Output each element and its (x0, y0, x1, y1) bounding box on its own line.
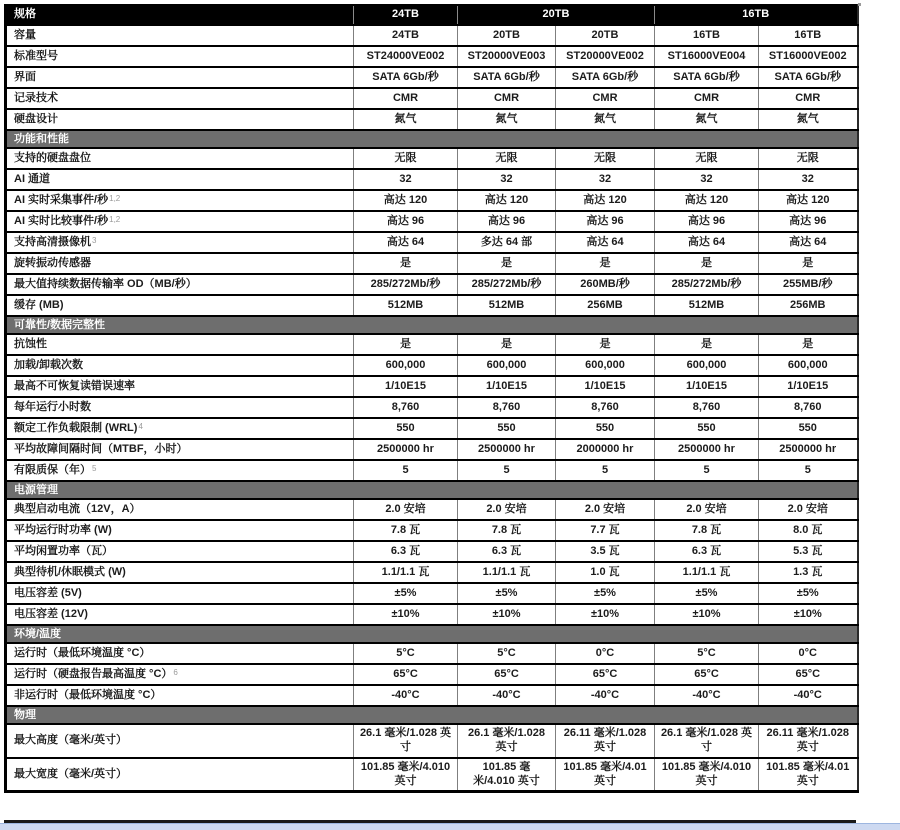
spec-row (6, 460, 858, 481)
spec-cell: 5°C (655, 643, 759, 664)
spec-cell: 32 (759, 169, 858, 190)
spec-row-label: 每年运行小时数 (6, 397, 354, 418)
spec-row (6, 397, 858, 418)
spec-row (6, 211, 858, 232)
spec-cell: 高达 120 (556, 190, 655, 211)
spec-cell: 8,760 (655, 397, 759, 418)
spec-cell: 600,000 (354, 355, 458, 376)
section-header: 环境/温度 (6, 625, 858, 643)
column-header-16tb: 16TB (655, 5, 858, 25)
spec-row (6, 604, 858, 625)
spec-row (6, 664, 858, 685)
spec-row (6, 376, 858, 397)
spec-row-label: 记录技术 (6, 88, 354, 109)
spec-cell: ±10% (458, 604, 556, 625)
spec-cell: 1.1/1.1 瓦 (458, 562, 556, 583)
spec-row-label: AI 通道 (6, 169, 354, 190)
spec-cell: 2.0 安培 (759, 499, 858, 520)
spec-cell: 7.7 瓦 (556, 520, 655, 541)
spec-cell: SATA 6Gb/秒 (556, 67, 655, 88)
spec-row-label: 最大宽度（毫米/英寸） (6, 758, 354, 792)
spec-cell: 是 (354, 334, 458, 355)
spec-cell: 5 (354, 460, 458, 481)
section-header: 功能和性能 (6, 130, 858, 148)
spec-cell: 3.5 瓦 (556, 541, 655, 562)
section-header-row (6, 481, 858, 499)
spec-cell: ST16000VE004 (655, 46, 759, 67)
spec-cell: 2.0 安培 (655, 499, 759, 520)
spec-cell: CMR (655, 88, 759, 109)
spec-cell: 1.1/1.1 瓦 (655, 562, 759, 583)
spec-cell: 是 (759, 334, 858, 355)
spec-cell: 1.0 瓦 (556, 562, 655, 583)
spec-row (6, 418, 858, 439)
spec-cell: 6.3 瓦 (354, 541, 458, 562)
spec-row-label: 典型待机/休眠模式 (W) (6, 562, 354, 583)
spec-row (6, 758, 858, 792)
spec-row (6, 274, 858, 295)
spec-cell: 101.85 毫米/4.01 英寸 (759, 758, 858, 792)
spec-cell: 2000000 hr (556, 439, 655, 460)
spec-cell: 256MB (556, 295, 655, 316)
spec-cell: 550 (458, 418, 556, 439)
spec-cell: 5°C (354, 643, 458, 664)
section-header-row (6, 316, 858, 334)
spec-cell: 6.3 瓦 (655, 541, 759, 562)
spec-row (6, 541, 858, 562)
spec-cell: 是 (655, 253, 759, 274)
spec-cell: 65°C (655, 664, 759, 685)
spec-cell: 26.11 毫米/1.028 英寸 (759, 724, 858, 758)
spec-cell: 是 (458, 334, 556, 355)
footnote-ref: 1,2 (109, 193, 121, 203)
spec-row-label: 平均闲置功率（瓦） (6, 541, 354, 562)
spec-row-label: 抗蚀性 (6, 334, 354, 355)
spec-cell: 5 (458, 460, 556, 481)
spec-row (6, 334, 858, 355)
spec-row-label: 最高不可恢复读错误速率 (6, 376, 354, 397)
spec-cell: 65°C (556, 664, 655, 685)
spec-cell: 65°C (458, 664, 556, 685)
spec-cell: 高达 96 (556, 211, 655, 232)
spec-row-label: AI 实时采集事件/秒$^{1,2}$ (6, 190, 354, 211)
column-header-24tb: 24TB (354, 5, 458, 25)
spec-sheet (4, 4, 856, 793)
spec-cell: -40°C (759, 685, 858, 706)
spec-row (6, 439, 858, 460)
spec-cell: 5.3 瓦 (759, 541, 858, 562)
spec-cell: CMR (458, 88, 556, 109)
spec-cell: SATA 6Gb/秒 (354, 67, 458, 88)
spec-row (6, 253, 858, 274)
spec-cell: CMR (556, 88, 655, 109)
spec-row-label: 典型启动电流（12V，A） (6, 499, 354, 520)
spec-cell: CMR (759, 88, 858, 109)
spec-cell: 5 (759, 460, 858, 481)
footnote-ref: 6 (173, 668, 178, 677)
selection-highlight-band (0, 823, 900, 830)
spec-row-label: 平均运行时功率 (W) (6, 520, 354, 541)
footnote-ref: 5 (92, 463, 97, 473)
section-header: 物理 (6, 706, 858, 724)
spec-cell: 26.1 毫米/1.028 英寸 (354, 724, 458, 758)
spec-cell: 高达 64 (354, 232, 458, 253)
spec-cell: 24TB (354, 25, 458, 46)
spec-cell: ST20000VE003 (458, 46, 556, 67)
spec-cell: ±5% (655, 583, 759, 604)
spec-cell: 1/10E15 (354, 376, 458, 397)
spec-row-label: 额定工作负载限制 (WRL)$^4$ (6, 418, 354, 439)
spec-cell: 2.0 安培 (556, 499, 655, 520)
footnote-ref: 1,2 (109, 214, 121, 224)
spec-cell: 无限 (759, 148, 858, 169)
spec-cell: 550 (655, 418, 759, 439)
spec-cell: 256MB (759, 295, 858, 316)
spec-row (6, 724, 858, 758)
spec-cell: 550 (556, 418, 655, 439)
spec-cell: 氮气 (556, 109, 655, 130)
spec-cell: 600,000 (458, 355, 556, 376)
spec-cell: 无限 (354, 148, 458, 169)
spec-row (6, 685, 858, 706)
spec-cell: 高达 64 (556, 232, 655, 253)
spec-row-label: 平均故障间隔时间（MTBF，小时） (6, 439, 354, 460)
spec-row-label: 旋转振动传感器 (6, 253, 354, 274)
header-spec-label: 规格 (6, 5, 354, 25)
spec-cell: 101.85 毫米/4.01 英寸 (556, 758, 655, 792)
spec-cell: 20TB (556, 25, 655, 46)
spec-row (6, 232, 858, 253)
spec-row (6, 25, 858, 46)
spec-cell: 512MB (354, 295, 458, 316)
spec-cell: 20TB (458, 25, 556, 46)
spec-cell: 101.85 毫米/4.010 英寸 (655, 758, 759, 792)
spec-cell: 512MB (655, 295, 759, 316)
spec-row-label: AI 实时比较事件/秒$^{1,2}$ (6, 211, 354, 232)
spec-row (6, 295, 858, 316)
spec-cell: 是 (556, 334, 655, 355)
spec-cell: 101.85 毫米/4.010 英寸 (354, 758, 458, 792)
spec-cell: ±10% (759, 604, 858, 625)
spec-cell: 65°C (759, 664, 858, 685)
spec-cell: -40°C (458, 685, 556, 706)
spec-cell: 高达 64 (655, 232, 759, 253)
spec-cell: 7.8 瓦 (458, 520, 556, 541)
spec-cell: 无限 (556, 148, 655, 169)
spec-row (6, 643, 858, 664)
spec-cell: SATA 6Gb/秒 (759, 67, 858, 88)
spec-row (6, 148, 858, 169)
spec-cell: 高达 96 (655, 211, 759, 232)
spec-row-label: 支持高清摄像机$^3$ (6, 232, 354, 253)
spec-row-label: 容量 (6, 25, 354, 46)
spec-row-label: 有限质保（年）$^5$ (6, 460, 354, 481)
table-header-row (6, 5, 858, 25)
spec-row (6, 88, 858, 109)
spec-cell: 是 (354, 253, 458, 274)
spec-cell: 101.85 毫米/4.010 英寸 (458, 758, 556, 792)
spec-cell: ±5% (759, 583, 858, 604)
spec-cell: 氮气 (354, 109, 458, 130)
spec-cell: 32 (354, 169, 458, 190)
spec-cell: 是 (458, 253, 556, 274)
spec-cell: 65°C (354, 664, 458, 685)
spec-cell: 0°C (759, 643, 858, 664)
spec-row (6, 520, 858, 541)
spec-row-label: 标准型号 (6, 46, 354, 67)
spec-cell: 2.0 安培 (458, 499, 556, 520)
spec-cell: 高达 120 (655, 190, 759, 211)
section-header-row (6, 625, 858, 643)
spec-cell: 5°C (458, 643, 556, 664)
spec-cell: 32 (458, 169, 556, 190)
spec-cell: 是 (556, 253, 655, 274)
spec-cell: ST16000VE002 (759, 46, 858, 67)
spec-row (6, 583, 858, 604)
spec-row-label: 支持的硬盘盘位 (6, 148, 354, 169)
spec-cell: -40°C (655, 685, 759, 706)
column-header-20tb: 20TB (458, 5, 655, 25)
spec-row-label: 最大高度（毫米/英寸） (6, 724, 354, 758)
spec-cell: 2500000 hr (354, 439, 458, 460)
spec-row (6, 499, 858, 520)
spec-row (6, 355, 858, 376)
spec-cell: 16TB (759, 25, 858, 46)
page-margin-tick (858, 3, 861, 6)
spec-cell: 26.1 毫米/1.028 英寸 (458, 724, 556, 758)
spec-row-label: 运行时（最低环境温度 °C） (6, 643, 354, 664)
spec-row-label: 最大值持续数据传输率 OD（MB/秒） (6, 274, 354, 295)
spec-cell: SATA 6Gb/秒 (655, 67, 759, 88)
spec-cell: SATA 6Gb/秒 (458, 67, 556, 88)
spec-cell: 2500000 hr (458, 439, 556, 460)
section-header: 电源管理 (6, 481, 858, 499)
spec-cell: 高达 96 (354, 211, 458, 232)
spec-cell: 260MB/秒 (556, 274, 655, 295)
spec-cell: 1/10E15 (759, 376, 858, 397)
spec-row-label: 非运行时（最低环境温度 °C） (6, 685, 354, 706)
spec-cell: 氮气 (458, 109, 556, 130)
spec-row-label: 界面 (6, 67, 354, 88)
spec-cell: 1/10E15 (556, 376, 655, 397)
spec-cell: 8,760 (354, 397, 458, 418)
spec-cell: 6.3 瓦 (458, 541, 556, 562)
footnote-ref: 4 (138, 421, 143, 431)
spec-cell: 2500000 hr (655, 439, 759, 460)
spec-cell: 多达 64 部 (458, 232, 556, 253)
section-header: 可靠性/数据完整性 (6, 316, 858, 334)
spec-row-label: 硬盘设计 (6, 109, 354, 130)
spec-cell: 1/10E15 (655, 376, 759, 397)
spec-row (6, 46, 858, 67)
spec-cell: 无限 (458, 148, 556, 169)
spec-row-label: 电压容差 (5V) (6, 583, 354, 604)
spec-cell: 高达 96 (458, 211, 556, 232)
spec-cell: 8,760 (556, 397, 655, 418)
spec-cell: 512MB (458, 295, 556, 316)
spec-cell: ST20000VE002 (556, 46, 655, 67)
spec-cell: 8.0 瓦 (759, 520, 858, 541)
spec-cell: 255MB/秒 (759, 274, 858, 295)
spec-cell: 550 (759, 418, 858, 439)
spec-cell: 高达 96 (759, 211, 858, 232)
spec-cell: 0°C (556, 643, 655, 664)
spec-cell: 是 (759, 253, 858, 274)
spec-cell: ±5% (556, 583, 655, 604)
spec-cell: 32 (556, 169, 655, 190)
spec-cell: 是 (655, 334, 759, 355)
spec-cell: 7.8 瓦 (354, 520, 458, 541)
spec-row (6, 169, 858, 190)
spec-cell: 高达 120 (458, 190, 556, 211)
spec-cell: 1.1/1.1 瓦 (354, 562, 458, 583)
spec-row (6, 109, 858, 130)
spec-cell: 26.1 毫米/1.028 英寸 (655, 724, 759, 758)
spec-cell: 5 (655, 460, 759, 481)
section-header-row (6, 130, 858, 148)
spec-cell: 32 (655, 169, 759, 190)
spec-cell: ±10% (354, 604, 458, 625)
section-header-row (6, 706, 858, 724)
spec-cell: 285/272Mb/秒 (655, 274, 759, 295)
spec-cell: 8,760 (759, 397, 858, 418)
spec-cell: 1/10E15 (458, 376, 556, 397)
spec-cell: 高达 120 (759, 190, 858, 211)
spec-cell: 600,000 (655, 355, 759, 376)
spec-cell: 5 (556, 460, 655, 481)
spec-cell: 285/272Mb/秒 (354, 274, 458, 295)
spec-cell: 285/272Mb/秒 (458, 274, 556, 295)
spec-cell: ±10% (556, 604, 655, 625)
spec-cell: CMR (354, 88, 458, 109)
spec-cell: 高达 120 (354, 190, 458, 211)
spec-cell: 氮气 (759, 109, 858, 130)
footnote-ref: 3 (92, 235, 97, 245)
spec-cell: ±5% (458, 583, 556, 604)
spec-cell: ST24000VE002 (354, 46, 458, 67)
spec-cell: ±5% (354, 583, 458, 604)
spec-cell: 600,000 (759, 355, 858, 376)
spec-cell: 1.3 瓦 (759, 562, 858, 583)
spec-row (6, 190, 858, 211)
spec-cell: ±10% (655, 604, 759, 625)
spec-table (4, 4, 859, 793)
spec-cell: 7.8 瓦 (655, 520, 759, 541)
spec-row-label: 加载/卸载次数 (6, 355, 354, 376)
spec-row-label: 缓存 (MB) (6, 295, 354, 316)
spec-cell: 2500000 hr (759, 439, 858, 460)
spec-cell: 600,000 (556, 355, 655, 376)
spec-cell: 高达 64 (759, 232, 858, 253)
spec-cell: -40°C (556, 685, 655, 706)
spec-cell: 氮气 (655, 109, 759, 130)
spec-cell: 26.11 毫米/1.028 英寸 (556, 724, 655, 758)
spec-cell: -40°C (354, 685, 458, 706)
spec-cell: 2.0 安培 (354, 499, 458, 520)
spec-cell: 无限 (655, 148, 759, 169)
spec-row-label: 运行时（硬盘报告最高温度 °C）$^6$ (6, 664, 354, 685)
spec-row (6, 562, 858, 583)
spec-cell: 16TB (655, 25, 759, 46)
spec-row-label: 电压容差 (12V) (6, 604, 354, 625)
spec-row (6, 67, 858, 88)
spec-cell: 550 (354, 418, 458, 439)
spec-cell: 8,760 (458, 397, 556, 418)
